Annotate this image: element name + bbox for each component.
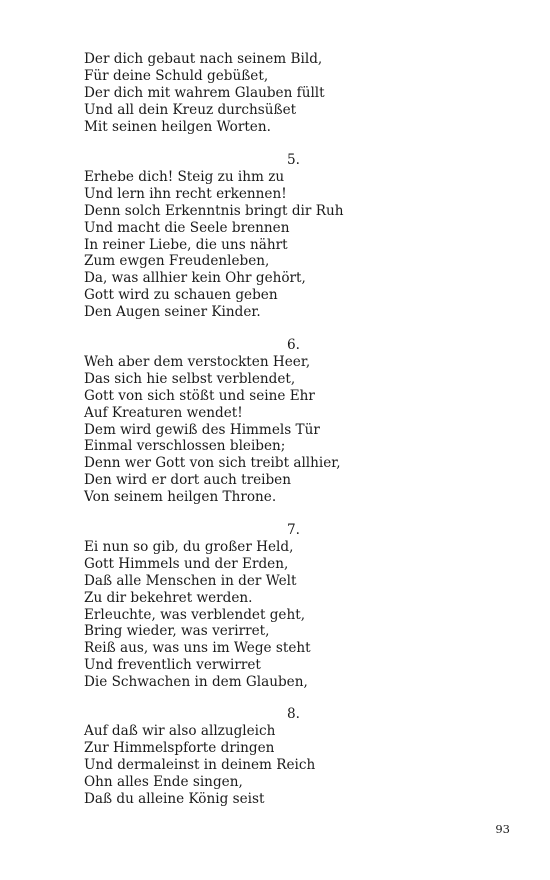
verse-line: Ohn alles Ende singen, — [84, 773, 243, 790]
verse-line: Und freventlich verwirret — [84, 657, 261, 674]
verse-line: Denn solch Erkenntnis bringt dir Ruh — [84, 202, 344, 219]
verse-line: Daß alle Menschen in der Welt — [84, 572, 297, 589]
page-number: 93 — [495, 822, 510, 836]
verse-line: Da, was allhier kein Ohr gehört, — [84, 270, 306, 287]
verse-line: Das sich hie selbst verblendet, — [84, 370, 296, 387]
stanza-number: 8. — [287, 706, 300, 722]
verse-line: Und dermaleinst in deinem Reich — [84, 756, 316, 773]
stanza-8 — [84, 706, 324, 807]
verse-line: Zum ewgen Freudenleben, — [84, 253, 270, 270]
verse-line: Reiß aus, was uns im Wege steht — [84, 640, 311, 657]
verse-line: Den wird er dort auch treiben — [84, 472, 291, 489]
stanza-6 — [84, 337, 341, 506]
verse-line: Ei nun so gib, du großer Held, — [84, 538, 294, 555]
verse-line: Der dich mit wahrem Glauben füllt — [84, 84, 325, 101]
verse-line: Und macht die Seele brennen — [84, 219, 290, 236]
verse-line: Bring wieder, was verirret, — [84, 623, 270, 640]
verse-line: Erleuchte, was verblendet geht, — [84, 606, 306, 623]
stanza-7 — [84, 522, 324, 691]
verse-line: Gott Himmels und der Erden, — [84, 555, 289, 572]
verse-line: Von seinem heilgen Throne. — [84, 489, 277, 506]
verse-line: Denn wer Gott von sich treibt allhier, — [84, 455, 341, 472]
verse-line: Gott von sich stößt und seine Ehr — [84, 387, 315, 404]
verse-line: Der dich gebaut nach seinem Bild, — [84, 51, 323, 67]
verse-line: Weh aber dem verstockten Heer, — [84, 353, 311, 370]
verse-line: Einmal verschlossen bleiben; — [84, 438, 286, 455]
verse-line: Auf Kreaturen wendet! — [84, 404, 243, 421]
stanza-5 — [84, 152, 344, 321]
verse-line: Daß du alleine König seist — [84, 790, 265, 807]
verse-line: Dem wird gewiß des Himmels Tür — [84, 421, 320, 438]
verse-line: Gott wird zu schauen geben — [84, 287, 278, 304]
stanza-4-continued — [84, 51, 324, 136]
verse-line: Auf daß wir also allzugleich — [84, 722, 276, 739]
verse-line: Für deine Schuld gebüßet, — [84, 67, 269, 84]
verse-line: Und lern ihn recht erkennen! — [84, 185, 287, 202]
verse-line: Zur Himmelspforte dringen — [84, 739, 275, 756]
stanza-number: 7. — [287, 522, 300, 538]
stanza-number: 6. — [287, 337, 300, 353]
verse-line: Den Augen seiner Kinder. — [84, 304, 261, 321]
verse-line: Die Schwachen in dem Glauben, — [84, 674, 308, 691]
verse-line: Erhebe dich! Steig zu ihm zu — [84, 168, 285, 185]
verse-line: Zu dir bekehret werden. — [84, 589, 253, 606]
verse-line: In reiner Liebe, die uns nährt — [84, 236, 288, 253]
verse-line: Mit seinen heilgen Worten. — [84, 118, 271, 135]
verse-line: Und all dein Kreuz durchsüßet — [84, 101, 297, 118]
stanza-number: 5. — [287, 152, 300, 168]
